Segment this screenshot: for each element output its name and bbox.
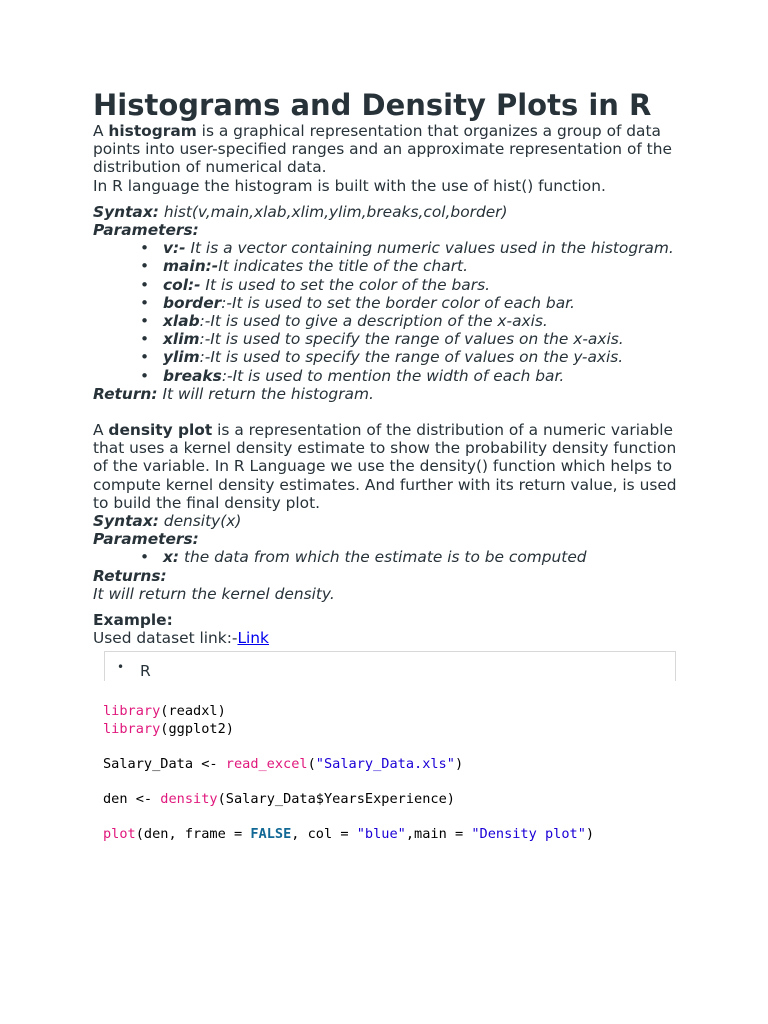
syntax-value: hist(v,main,xlab,xlim,ylim,breaks,col,border) [163, 202, 508, 221]
return-value: It will return the histogram. [157, 384, 374, 403]
density-returns-label: Returns: [93, 566, 167, 585]
article [93, 88, 683, 647]
density-parameter-list [93, 548, 683, 566]
param-name: ylim [163, 348, 200, 367]
param-name: xlab [163, 312, 200, 331]
param-desc: :-It is used to set the border color of each bar. [221, 293, 575, 312]
intro-text: A [93, 122, 109, 140]
histogram-intro [93, 122, 683, 177]
code-function: plot [103, 825, 136, 842]
page-title: Histograms and Density Plots in R [93, 88, 652, 122]
list-item [140, 348, 683, 366]
list-item [140, 312, 683, 330]
param-desc: It is used to set the color of the bars. [200, 275, 490, 294]
code-boolean: FALSE [250, 825, 292, 842]
param-desc: :-It is used to give a description of the x-axis. [199, 312, 548, 331]
code-text: , col = [291, 825, 357, 842]
list-item [140, 276, 683, 294]
list-item [140, 548, 683, 566]
syntax-value: density(x) [158, 512, 242, 531]
param-name: breaks [163, 366, 222, 385]
density-intro [93, 421, 683, 512]
intro-text: A [93, 421, 109, 440]
param-name: main:- [163, 257, 219, 276]
hist-parameters-label: Parameters: [93, 221, 199, 240]
param-desc: the data from which the estimate is to be computed [179, 548, 587, 567]
list-item [140, 330, 683, 348]
param-name: col:- [163, 275, 201, 294]
example-label: Example: [93, 611, 173, 630]
param-desc: :-It is used to specify the range of values on the y-axis. [199, 348, 624, 367]
list-item [140, 239, 683, 257]
code-string: "blue" [356, 825, 406, 842]
intro-text: is a representation of the distribution of a numeric variable that uses a kernel density estimate to show the probability density function of the variable. In R Language we use the density() function which helps to compute kernel density estimates. And further with its return value, is used to build the final density plot. [93, 421, 677, 512]
param-name: xlim [163, 330, 200, 349]
code-language-tab[interactable] [104, 651, 676, 681]
bullet: • [140, 275, 150, 294]
code-text: (ggplot2) [160, 720, 234, 737]
dataset-link[interactable]: Link [237, 629, 269, 648]
bullet: • [140, 239, 150, 258]
dataset-line [93, 629, 683, 647]
code-function: density [160, 790, 218, 807]
intro-text: is a graphical representation that organizes a group of data points into user-specified ranges and an approximate representation of the distribution of numerical data. [93, 122, 672, 177]
param-name: border [163, 293, 222, 312]
density-term: density plot [108, 421, 213, 440]
tab-bullet: • [117, 660, 125, 674]
code-text: ,main = [405, 825, 472, 842]
hist-syntax [93, 203, 683, 221]
histogram-term: histogram [108, 122, 197, 140]
bullet: • [140, 330, 150, 349]
dataset-text: Used dataset link:- [93, 629, 238, 648]
code-text: ) [454, 755, 464, 772]
code-text: (readxl) [160, 703, 226, 719]
param-desc: It is a vector containing numeric values used in the histogram. [185, 239, 674, 258]
param-desc: It indicates the title of the chart. [218, 257, 468, 276]
density-returns-value: It will return the kernel density. [93, 584, 335, 603]
bullet: • [140, 312, 150, 331]
code-string: "Salary_Data.xls" [315, 755, 455, 772]
bullet: • [140, 348, 150, 367]
return-label: Return: [93, 384, 158, 403]
param-desc: :-It is used to mention the width of each bar. [221, 366, 565, 385]
code-block [103, 703, 594, 843]
density-syntax [93, 512, 683, 530]
code-function: library [103, 720, 161, 737]
syntax-label: Syntax: [93, 512, 159, 531]
param-name: v:- [163, 239, 186, 258]
hist-parameter-list [93, 239, 683, 385]
param-name: x: [163, 548, 180, 567]
syntax-label: Syntax: [93, 202, 159, 221]
code-text: ( [307, 755, 316, 772]
code-text: ) [585, 825, 595, 842]
code-text: (den, frame = [135, 825, 251, 842]
density-parameters-label: Parameters: [93, 530, 199, 549]
list-item [140, 367, 683, 385]
tab-language-label: R [140, 662, 151, 680]
param-desc: :-It is used to specify the range of values on the x-axis. [199, 330, 624, 349]
code-text: Salary_Data <- [103, 755, 226, 772]
code-string: "Density plot" [471, 825, 586, 842]
bullet: • [140, 293, 150, 312]
list-item [140, 257, 683, 275]
code-function: library [103, 703, 161, 719]
hist-return [93, 385, 683, 403]
code-text: den <- [103, 790, 161, 807]
list-item [140, 294, 683, 312]
histogram-function-note: In R language the histogram is built with the use of hist() function. [93, 176, 606, 195]
bullet: • [140, 366, 150, 385]
bullet: • [140, 548, 150, 567]
bullet: • [140, 257, 150, 276]
code-text: (Salary_Data$YearsExperience) [217, 790, 455, 807]
code-function: read_excel [225, 755, 308, 772]
